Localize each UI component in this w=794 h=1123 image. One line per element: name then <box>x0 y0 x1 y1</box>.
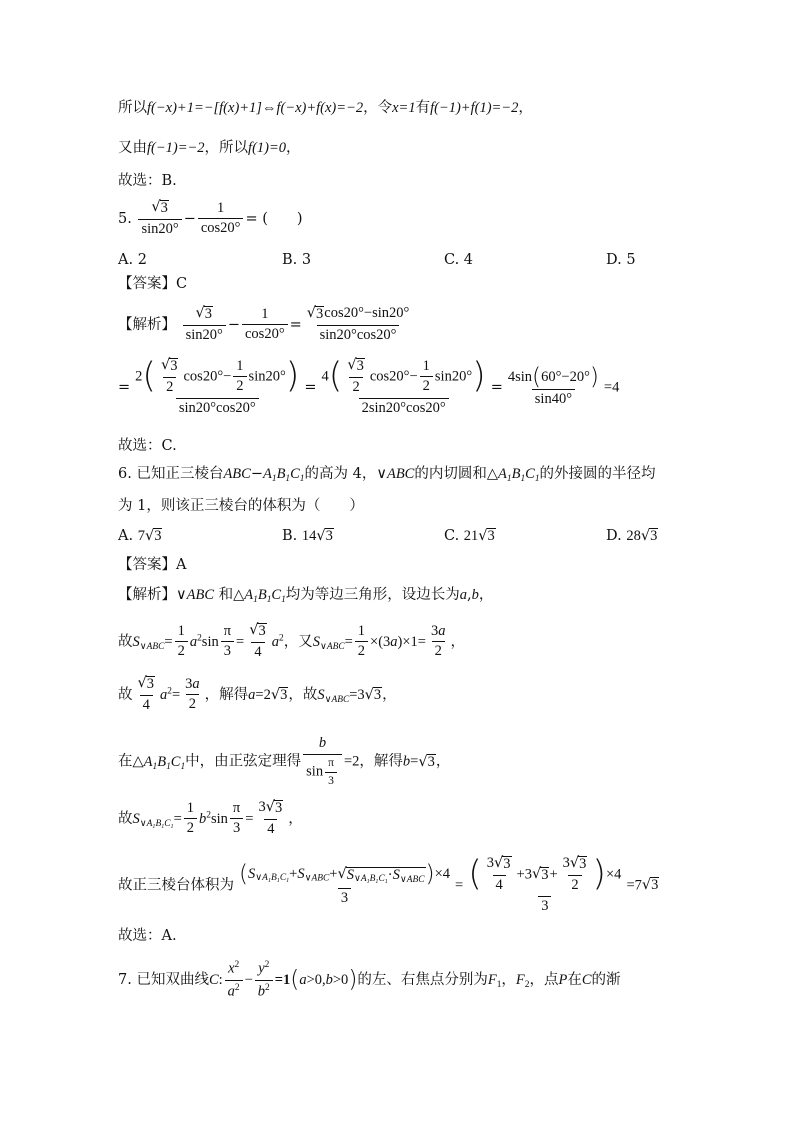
fraction: $\frac{1}{\cos 20^\circ}$ <box>242 307 288 344</box>
fraction: $\frac{4\sin(60^\circ-20^\circ)}{\sin 40^\circ}$ <box>507 362 599 408</box>
q7-stem: 7. 已知双曲线C: $\frac{x^2}{a^2}$ − $\frac{y^2}{b^2}$ =1(a>0,b>0)的左、右焦点分别为$F_1$，$F_2$，点P在C的渐 <box>118 960 621 1000</box>
text: ， <box>286 140 301 156</box>
q6-analysis-4: 在$\triangle A_1B_1C_1$中，由正弦定理得 b sin $\frac{\pi}{3}$ =2，解得b= √ 3 ， <box>118 735 451 787</box>
fraction: √ 3 cos20°−sin20° sin20°cos20° <box>306 305 410 343</box>
option-d: D. 5 <box>606 252 636 268</box>
text: ，故 <box>288 686 318 703</box>
text: 已知双曲线 <box>136 972 209 989</box>
equation: f(−1)=−2 <box>147 140 205 156</box>
q6-analysis-5: 故$S_{\vee A_1B_1C_1}=$ $\frac{1}{2}$ $b^2\sin$ $\frac{\pi}{3}$ = 3 √ 3 4 ， <box>118 799 303 837</box>
q5-options <box>118 252 734 270</box>
option-a: A. 2 <box>118 252 147 268</box>
q5-analysis-2: = 2( √ 3 2 cos20°− $\frac{1}{2}$ sin20°) sin20°cos20° = 4( √ 3 2 cos20°− $\frac{1}{2}$ sin20°) 2sin20°cos20° = $\frac{4\sin(60^\circ-20^\circ)}{\sin 40^\circ}$ =4 <box>118 356 620 416</box>
question-number: 5. <box>118 210 132 227</box>
fraction: √ 3 sin20° <box>183 306 226 344</box>
text: ，点 <box>529 972 559 989</box>
question-number: 6. <box>118 466 132 482</box>
text: 的渐 <box>591 972 621 989</box>
text: 在 <box>567 972 582 989</box>
text: 的内切圆和 <box>414 466 487 482</box>
text: 故正三棱台体积为 <box>118 877 234 894</box>
equation: f(1)=0 <box>248 140 287 156</box>
equation: f(−1)+f(1)=−2 <box>430 100 519 116</box>
q6-pick: 故选：A. <box>118 928 177 944</box>
text: ， <box>518 100 533 116</box>
q4-pick: 故选：B. <box>118 173 177 189</box>
fraction: $\frac{1}{\cos 20^\circ}$ <box>198 201 244 238</box>
option-c: C. 4 <box>444 252 474 268</box>
text: 中，由正弦定理得 <box>185 753 302 770</box>
fraction: ($S_{\vee A_1B_1C_1}+S_{\vee ABC}+$ √ $S_{\vee A_1B_1C_1}\cdot S_{\vee ABC}$ )×4 3 <box>239 859 451 907</box>
text: 在 <box>118 753 133 770</box>
q6-answer: 【答案】A <box>118 557 187 573</box>
q6-stem-2: 为 1，则该正三棱台的体积为（ ） <box>118 498 364 514</box>
text: = ( ) <box>245 210 303 227</box>
q5-analysis-1: 【解析】 √ 3 sin20° − $\frac{1}{\cos 20^\circ}$ = √ 3 cos20°−sin20° sin20°cos20° <box>118 306 734 344</box>
option-b: B. 14 √ 3 <box>282 528 333 544</box>
text: 有 <box>415 100 431 116</box>
text: ，解得 <box>359 753 403 770</box>
option-a: A. 7 √ 3 <box>118 528 162 544</box>
q6-analysis-2: 故$S_{\vee ABC}=$ $\frac{1}{2}$ $a^2\sin$ $\frac{\pi}{3}$ = √ 3 4 $a^2$，又$S_{\vee ABC}=$ $\frac{1}{2}$ ×(3a)×1= $\frac{3a}{2}$ ， <box>118 622 465 660</box>
text: 和 <box>218 587 234 603</box>
q6-analysis-1: 【解析】∨ABC 和$\triangle A_1B_1C_1$均为等边三角形，设边长为a,b， <box>118 587 494 605</box>
text: 均为等边三角形，设边长为 <box>285 587 460 603</box>
q5-pick: 故选：C. <box>118 438 177 454</box>
option-c: C. 21 √ 3 <box>444 528 495 544</box>
fraction: 2( √ 3 2 cos20°− $\frac{1}{2}$ sin20°) sin20°cos20° <box>135 356 300 416</box>
equation: f(−x)+1=−[f(x)+1]⇔f(−x)+f(x)=−2 <box>147 100 364 116</box>
q5-answer: 【答案】C <box>118 276 188 292</box>
text: ，令 <box>363 100 393 116</box>
equation: x=1 <box>392 100 416 116</box>
text: 的高为 4， <box>304 466 377 482</box>
q5-stem: 5. √ 3 sin20° − $\frac{1}{\cos 20^\circ}$ = ( ) <box>118 199 303 237</box>
text: 所以 <box>118 100 147 116</box>
q6-options <box>118 528 734 548</box>
q6-stem-1: 6. 已知正三棱台$ABC-A_1B_1C_1$的高为 4，∨ABC的内切圆和$\triangle A_1B_1C_1$的外接圆的半径均 <box>118 466 656 484</box>
analysis-label: 【解析】 <box>118 316 176 333</box>
option-d: D. 28 √ 3 <box>606 528 658 544</box>
fraction: 4( √ 3 2 cos20°− $\frac{1}{2}$ sin20°) 2sin20°cos20° <box>321 356 486 416</box>
text: ，所以 <box>204 140 249 156</box>
text: 故 <box>118 686 133 703</box>
text: 故 <box>118 810 133 827</box>
text: 的外接圆的半径均 <box>539 466 656 482</box>
q6-analysis-3: 故 √ 3 4 $a^2=$ $\frac{3a}{2}$ ，解得a=2 √ 3 ，故$S_{\vee ABC}=3$ √ 3 ， <box>118 675 397 713</box>
text: 的左、右焦点分别为 <box>357 972 488 989</box>
fraction: ( 3 √ 3 4 +3 √ 3 + 3 √ 3 2 )×4 3 <box>468 854 622 914</box>
analysis-label: 【解析】 <box>118 587 176 603</box>
fraction: √ 3 sin20° <box>138 200 181 238</box>
option-b: B. 3 <box>282 252 312 268</box>
text: ，解得 <box>204 686 249 703</box>
q6-analysis-6: 故正三棱台体积为 ($S_{\vee A_1B_1C_1}+S_{\vee ABC}+$ √ $S_{\vee A_1B_1C_1}\cdot S_{\vee ABC}$ )×4 3 = ( 3 √ 3 4 +3 √ 3 + 3 √ 3 2 )×4 3 =7 √ 3 <box>118 854 659 914</box>
q4-line-1 <box>118 100 734 117</box>
text: ，又 <box>283 633 313 650</box>
q4-line-2 <box>118 140 734 157</box>
question-number: 7. <box>118 972 132 989</box>
text: 故 <box>118 633 133 650</box>
text: 已知正三棱台 <box>136 466 224 482</box>
text: 又由 <box>118 140 147 156</box>
